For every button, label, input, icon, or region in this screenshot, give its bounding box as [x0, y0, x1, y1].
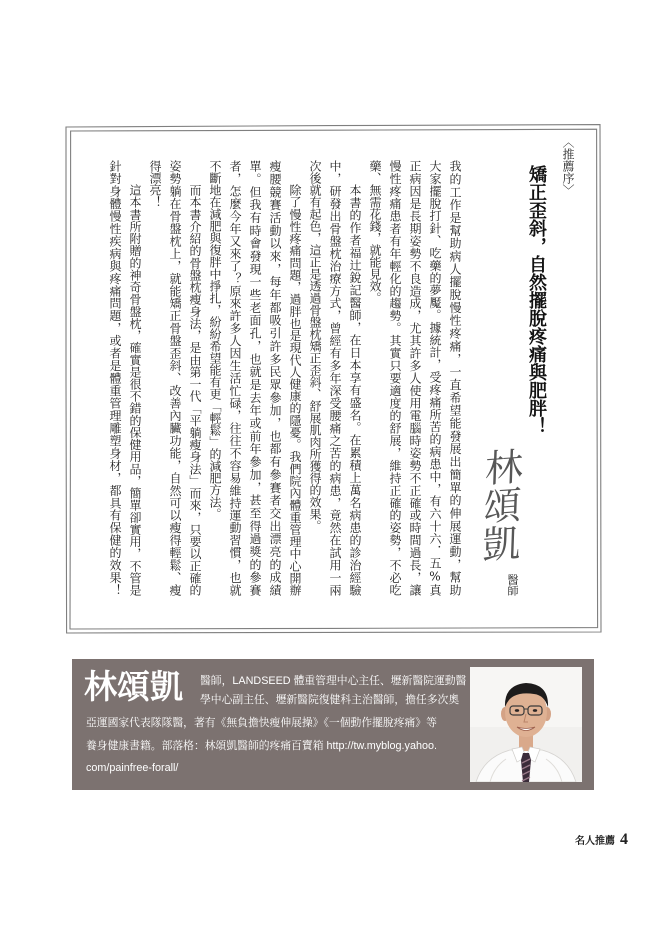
author-bio-box: [72, 659, 594, 790]
text-column: 除了慢性疼痛問題，過胖也是現代人健康的隱憂。我們院內體重管理中心開辦: [288, 184, 302, 596]
section-label: 〈推薦序〉: [561, 136, 575, 196]
bio-line: 亞運國家代表隊隊醫，著有《無負擔快瘦伸展操》《一個動作擺脫疼痛》等: [86, 717, 437, 729]
paragraph: [105, 160, 145, 596]
bio-line: com/painfree-forall/: [86, 762, 179, 774]
text-column: 這本書所附贈的神奇骨盤枕，確實是很不錯的保健用品，簡單卻實用，不管是: [128, 184, 142, 596]
text-column: 而本書介紹的骨盤枕瘦身法，是由第一代「平躺瘦身法」而來，只要以正確的: [188, 184, 202, 596]
paragraph: [305, 160, 365, 596]
text-column: 瘦腰競賽活動以來，每年都吸引許多民眾參加，也都有參賽者交出漂亮的成績: [268, 160, 282, 596]
signature-title: 醫師: [506, 574, 519, 596]
text-column: 中，研發出骨盤枕治療方式，曾經有多年深受腰痛之苦的病患，竟然在試用一兩: [328, 160, 342, 596]
text-column: 得漂亮！: [148, 160, 162, 208]
paragraph: [365, 160, 465, 596]
text-column: 慢性疼痛患者有年輕化的趨勢。其實只要適度的舒展，維持正確的姿勢，不必吃: [388, 160, 402, 596]
paragraph: [145, 160, 205, 596]
text-column: 不斷地在減肥與復胖中掙扎，紛紛希望能有更「輕鬆」的減肥方法。: [208, 160, 222, 520]
article-body: [105, 160, 465, 596]
text-column: 單。但我有時會發現一些老面孔，也就是去年或前年參加，甚至得過獎的參賽: [248, 160, 262, 596]
text-column: 姿勢躺在骨盤枕上，就能矯正骨盤歪斜、改善內臟功能，自然可以瘦得輕鬆、瘦: [168, 160, 182, 596]
text-column: 藥、無需花錢，就能見效。: [368, 160, 382, 304]
bio-line: 養身健康書籍。部落格：林頌凱醫師的疼痛百寶箱 http://tw.myblog.yahoo.: [86, 740, 437, 752]
page-number: 4: [620, 831, 628, 848]
text-column: 大家擺脫打針、吃藥的夢魘。據統計，受疼痛所苦的病患中，有六十六．五%真: [428, 160, 442, 596]
text-column: 者，怎麼今年又來了？原來許多人因生活忙碌，往往不容易維持運動習慣，也就: [228, 160, 242, 596]
author-name: 林頌凱: [84, 668, 183, 705]
text-column: 我的工作是幫助病人擺脫慢性疼痛，一直希望能發展出簡單的伸展運動，幫助: [448, 160, 462, 596]
text-column: 次後就有起色，這正是透過骨盤枕矯正歪斜、舒展肌肉所獲得的效果。: [308, 160, 322, 532]
text-column: 正病因是長期姿勢不良造成，尤其許多人使用電腦時姿勢不正確或時間過長，讓: [408, 160, 422, 596]
bio-line: 醫師，LANDSEED 體重管理中心主任、壢新醫院運動醫: [200, 675, 467, 687]
footer-section-label: 名人推薦: [575, 836, 615, 847]
bio-line: 學中心副主任、壢新醫院復健科主治醫師，擔任多次奧: [200, 694, 460, 706]
text-column: 針對身體慢性疾病與疼痛問題，或者是體重管理雕塑身材，都具有保健的效果！: [108, 160, 122, 596]
paragraph: [205, 160, 305, 596]
author-portrait-photo: [470, 667, 582, 782]
handwritten-signature: 林頌凱: [475, 446, 524, 564]
text-column: 本書的作者福辻銳記醫師，在日本享有盛名。在累積上萬名病患的診治經驗: [348, 184, 362, 596]
page-title: 矯正歪斜，自然擺脫疼痛與肥胖！: [526, 165, 547, 435]
